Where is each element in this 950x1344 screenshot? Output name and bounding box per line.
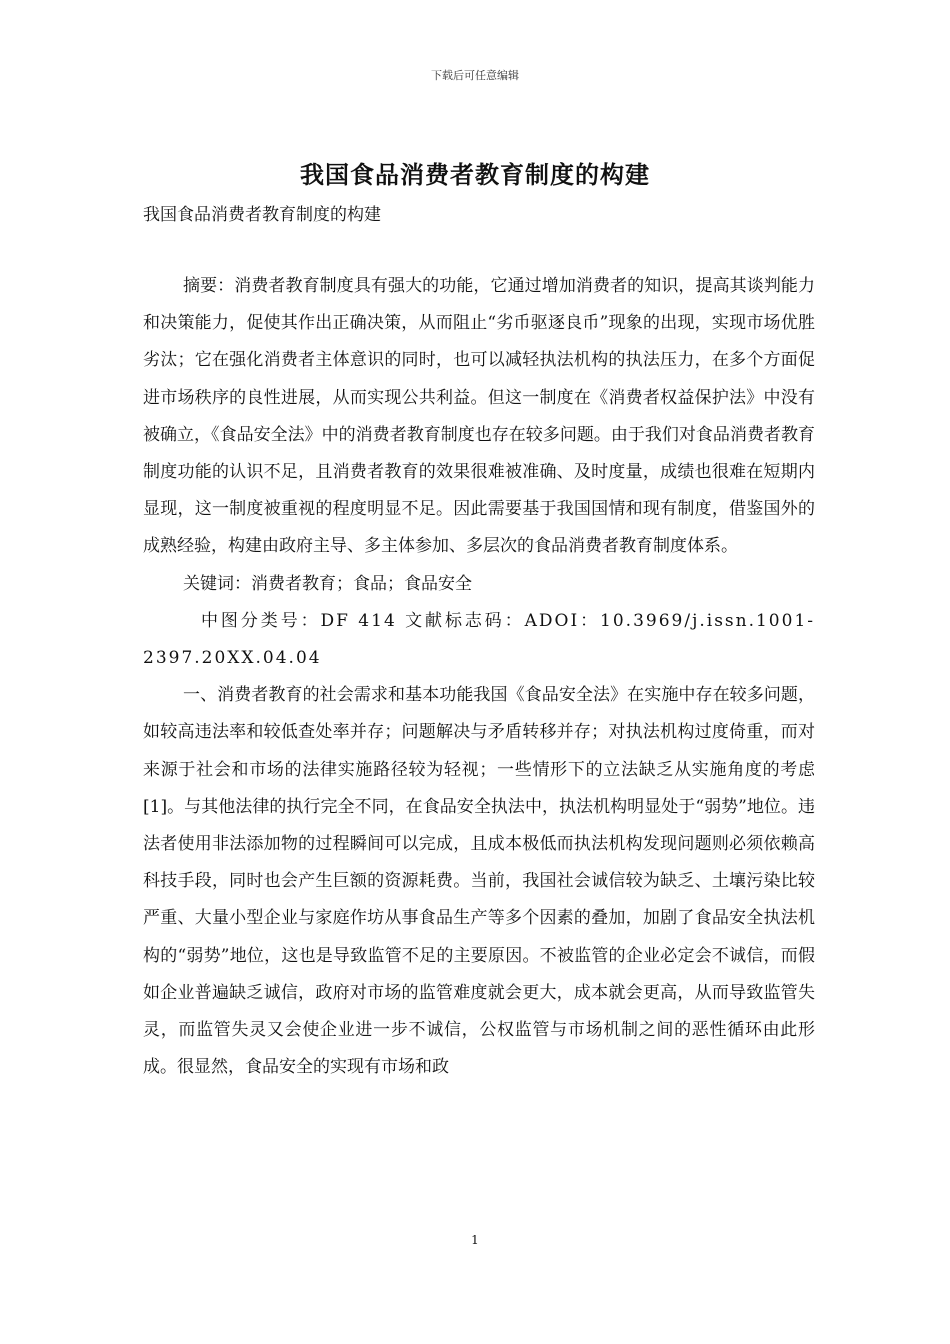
document-subtitle: 我国食品消费者教育制度的构建 [143,205,381,225]
page-number: 1 [471,1233,479,1247]
abstract-paragraph: 摘要：消费者教育制度具有强大的功能，它通过增加消费者的知识，提高其谈判能力和决策能力，促使其作出正确决策，从而阻止“劣币驱逐良币”现象的出现，实现市场优胜劣汰；它在强化消费者主体意识的同时，也可以减轻执法机构的执法压力，在多个方面促进市场秩序的良性进展，从而实现公共利益。但这一制度在《消费者权益保护法》中没有被确立，《食品安全法》中的消费者教育制度也存在较多问题。由于我们对食品消费者教育制度功能的认识不足，且消费者教育的效果很难被准确、及时度量，成绩也很难在短期内显现，这一制度被重视的程度明显不足。因此需要基于我国国情和现有制度，借鉴国外的成熟经验，构建由政府主导、多主体参加、多层次的食品消费者教育制度体系。 [143,276,815,557]
page-header-note: 下载后可任意编辑 [431,69,519,82]
keywords-line: 关键词：消费者教育；食品；食品安全 [183,573,472,594]
document-body [143,268,815,1086]
classification-line: 中图分类号：DF 414 文献标志码：ADOI：10.3969/j.issn.1001-2397.20XX.04.04 [143,610,815,669]
section-1-paragraph: 一、消费者教育的社会需求和基本功能我国《食品安全法》在实施中存在较多问题，如较高违法率和较低查处率并存；问题解决与矛盾转移并存；对执法机构过度倚重，而对来源于社会和市场的法律实施路径较为轻视；一些情形下的立法缺乏从实施角度的考虑[1]。与其他法律的执行完全不同，在食品安全执法中，执法机构明显处于“弱势”地位。违法者使用非法添加物的过程瞬间可以完成，且成本极低而执法机构发现问题则必须依赖高科技手段，同时也会产生巨额的资源耗费。当前，我国社会诚信较为缺乏、土壤污染比较严重、大量小型企业与家庭作坊从事食品生产等多个因素的叠加，加剧了食品安全执法机构的“弱势”地位，这也是导致监管不足的主要原因。不被监管的企业必定会不诚信，而假如企业普遍缺乏诚信，政府对市场的监管难度就会更大，成本就会更高，从而导致监管失灵，而监管失灵又会使企业进一步不诚信，公权监管与市场机制之间的恶性循环由此形成。很显然，食品安全的实现有市场和政 [143,685,815,1078]
document-title: 我国食品消费者教育制度的构建 [300,160,650,189]
